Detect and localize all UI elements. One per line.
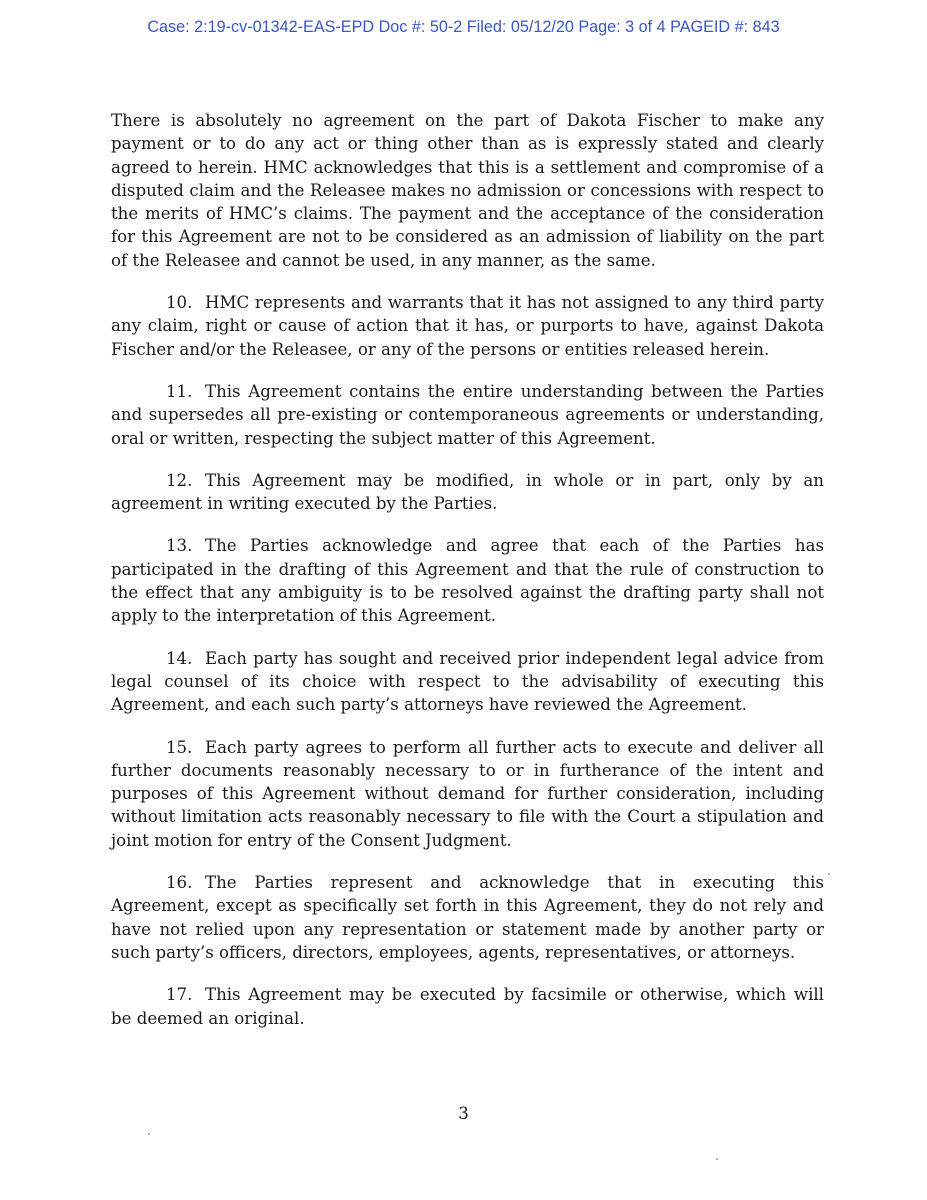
paragraph-10 [111, 291, 824, 361]
paragraph-text: There is absolutely no agreement on the part of Dakota Fischer to make any payment or to do any act or thing other than as is expressly stated and clearly agreed to herein. HMC acknowledges that this is a settlement and compromise of a disputed claim and the Releasee makes no admission or concessions with respect to the merits of HMC’s claims. The payment and the acceptance of the consideration for this Agreement are not to be considered as an admission of liability on the part of the Releasee and cannot be used, in any manner, as the same. [111, 111, 824, 270]
document-body [111, 109, 824, 1049]
paragraph-number: 17. [166, 985, 193, 1005]
paragraph-number: 15. [166, 737, 193, 757]
paragraph-13 [111, 534, 824, 627]
scan-speck [716, 1158, 718, 1160]
scan-speck [148, 1133, 150, 1135]
paragraph-number: 13. [166, 536, 193, 556]
paragraph-text: This Agreement may be modified, in whole or in part, only by an agreement in writing executed by the Parties. [111, 470, 824, 514]
paragraph-12 [111, 469, 824, 516]
paragraph-text: The Parties acknowledge and agree that each of the Parties has participated in the drafting of this Agreement and that the rule of construction to the effect that any ambiguity is to be resolved against the drafting party shall not apply to the interpretation of this Agreement. [111, 536, 824, 626]
page-number: 3 [458, 1104, 469, 1123]
paragraph-text: The Parties represent and acknowledge that in executing this Agreement, except as specifically set forth in this Agreement, they do not rely and have not relied upon any representation or statement made by another party or such party’s officers, directors, employees, agents, representatives, or attorneys. [111, 873, 824, 962]
paragraph-continued [111, 109, 824, 272]
paragraph-number: 16. [166, 873, 193, 893]
paragraph-text: This Agreement may be executed by facsimile or otherwise, which will be deemed an original. [111, 985, 824, 1028]
paragraph-number: 10. [166, 293, 193, 313]
scan-speck [828, 873, 830, 875]
paragraph-17 [111, 983, 824, 1030]
paragraph-11 [111, 380, 824, 450]
paragraph-number: 14. [166, 648, 193, 668]
paragraph-16 [111, 871, 824, 964]
paragraph-text: Each party has sought and received prior independent legal advice from legal counsel of its choice with respect to the advisability of executing this Agreement, and each such party’s attorneys have reviewed the Agreement. [111, 648, 824, 715]
paragraph-15 [111, 736, 824, 852]
paragraph-text: Each party agrees to perform all further acts to execute and deliver all further documents reasonably necessary to or in furtherance of the intent and purposes of this Agreement without demand for further consideration, including without limitation acts reasonably necessary to file with the Court a stipulation and joint motion for entry of the Consent Judgment. [111, 737, 824, 850]
paragraph-number: 11. [166, 381, 193, 401]
paragraph-text: This Agreement contains the entire understanding between the Parties and supersedes all pre-existing or contemporaneous agreements or understanding, oral or written, respecting the subject matter of this Agreement. [111, 381, 824, 448]
paragraph-text: HMC represents and warrants that it has not assigned to any third party any claim, right or cause of action that it has, or purports to have, against Dakota Fischer and/or the Releasee, or any of the persons or entities released herein. [111, 293, 824, 359]
paragraph-14 [111, 647, 824, 717]
paragraph-number: 12. [166, 470, 193, 490]
case-header: Case: 2:19-cv-01342-EAS-EPD Doc #: 50-2 Filed: 05/12/20 Page: 3 of 4 PAGEID #: 843 [147, 18, 780, 36]
